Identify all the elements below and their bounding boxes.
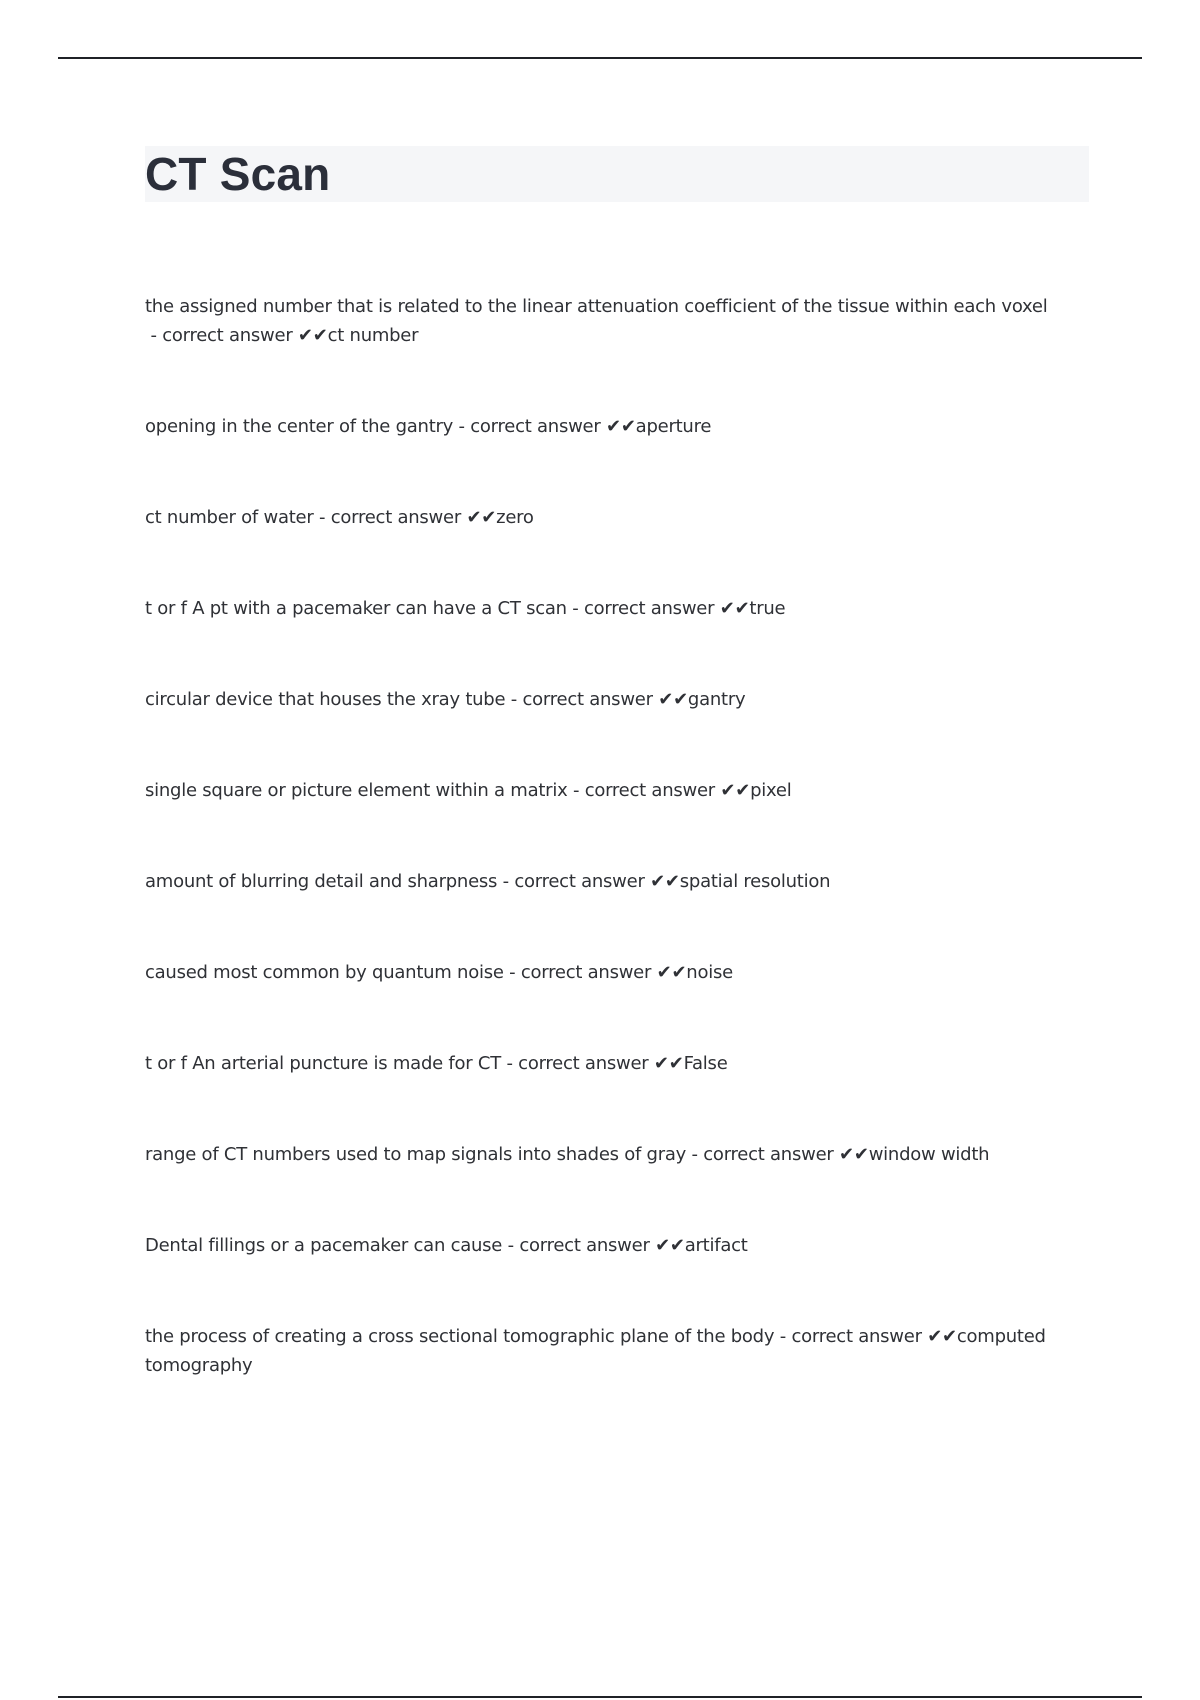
list-item <box>145 1231 1090 1260</box>
answer-prefix: correct answer ✔✔ <box>584 780 751 801</box>
answer-text: zero <box>496 507 534 528</box>
separator: - <box>453 416 471 437</box>
qa-list <box>145 292 1090 1442</box>
list-item <box>145 1322 1090 1380</box>
answer-text: artifact <box>684 1235 748 1256</box>
separator: - <box>145 325 163 346</box>
top-rule <box>58 57 1142 59</box>
question-text: amount of blurring detail and sharpness <box>145 871 498 892</box>
question-text: the assigned number that is related to the linear attenuation coefficient of the tissue within each voxel <box>145 296 1048 317</box>
separator: - <box>497 871 515 892</box>
answer-prefix: correct answer ✔✔ <box>330 507 497 528</box>
list-item <box>145 867 1090 896</box>
answer-prefix: correct answer ✔✔ <box>791 1326 957 1347</box>
separator: - <box>500 1053 519 1074</box>
list-item <box>145 1140 1090 1169</box>
question-text: range of CT numbers used to map signals into shades of gray <box>145 1144 687 1165</box>
separator: - <box>505 689 523 710</box>
answer-text: noise <box>686 962 733 983</box>
list-item <box>145 958 1090 987</box>
answer-text: gantry <box>687 689 746 710</box>
separator: - <box>313 507 331 528</box>
separator: - <box>503 962 521 983</box>
bottom-rule <box>58 1696 1142 1698</box>
list-item <box>145 292 1090 350</box>
question-text: t or f An arterial puncture is made for CT <box>145 1053 501 1074</box>
separator: - <box>774 1326 792 1347</box>
answer-text: False <box>683 1053 728 1074</box>
list-item <box>145 594 1090 623</box>
question-text: circular device that houses the xray tube <box>145 689 506 710</box>
answer-prefix: correct answer ✔✔ <box>520 962 687 983</box>
answer-prefix: correct answer ✔✔ <box>584 598 750 619</box>
separator: - <box>566 598 584 619</box>
answer-text: pixel <box>750 780 792 801</box>
answer-prefix: correct answer ✔✔ <box>162 325 328 346</box>
answer-prefix: correct answer ✔✔ <box>518 1053 684 1074</box>
list-item <box>145 1049 1090 1078</box>
answer-text: ct number <box>327 325 419 346</box>
separator: - <box>502 1235 520 1256</box>
question-text: opening in the center of the gantry <box>145 416 454 437</box>
separator: - <box>567 780 585 801</box>
answer-text: spatial resolution <box>679 871 831 892</box>
answer-text: window width <box>868 1144 990 1165</box>
question-text: ct number of water <box>145 507 314 528</box>
page-title: CT Scan <box>145 148 331 200</box>
list-item <box>145 412 1090 441</box>
list-item <box>145 685 1090 714</box>
question-text: caused most common by quantum noise <box>145 962 504 983</box>
answer-prefix: correct answer ✔✔ <box>470 416 636 437</box>
answer-text: computed tomography <box>145 1326 1046 1376</box>
answer-prefix: correct answer ✔✔ <box>519 1235 685 1256</box>
question-text: Dental fillings or a pacemaker can cause <box>145 1235 503 1256</box>
question-text: the process of creating a cross sectional tomographic plane of the body <box>145 1326 775 1347</box>
question-text: single square or picture element within a matrix <box>145 780 568 801</box>
question-text: t or f A pt with a pacemaker can have a CT scan <box>145 598 567 619</box>
separator: - <box>686 1144 704 1165</box>
answer-prefix: correct answer ✔✔ <box>703 1144 869 1165</box>
list-item <box>145 776 1090 805</box>
answer-text: aperture <box>635 416 712 437</box>
answer-text: true <box>749 598 786 619</box>
list-item <box>145 503 1090 532</box>
answer-prefix: correct answer ✔✔ <box>522 689 688 710</box>
answer-prefix: correct answer ✔✔ <box>514 871 680 892</box>
